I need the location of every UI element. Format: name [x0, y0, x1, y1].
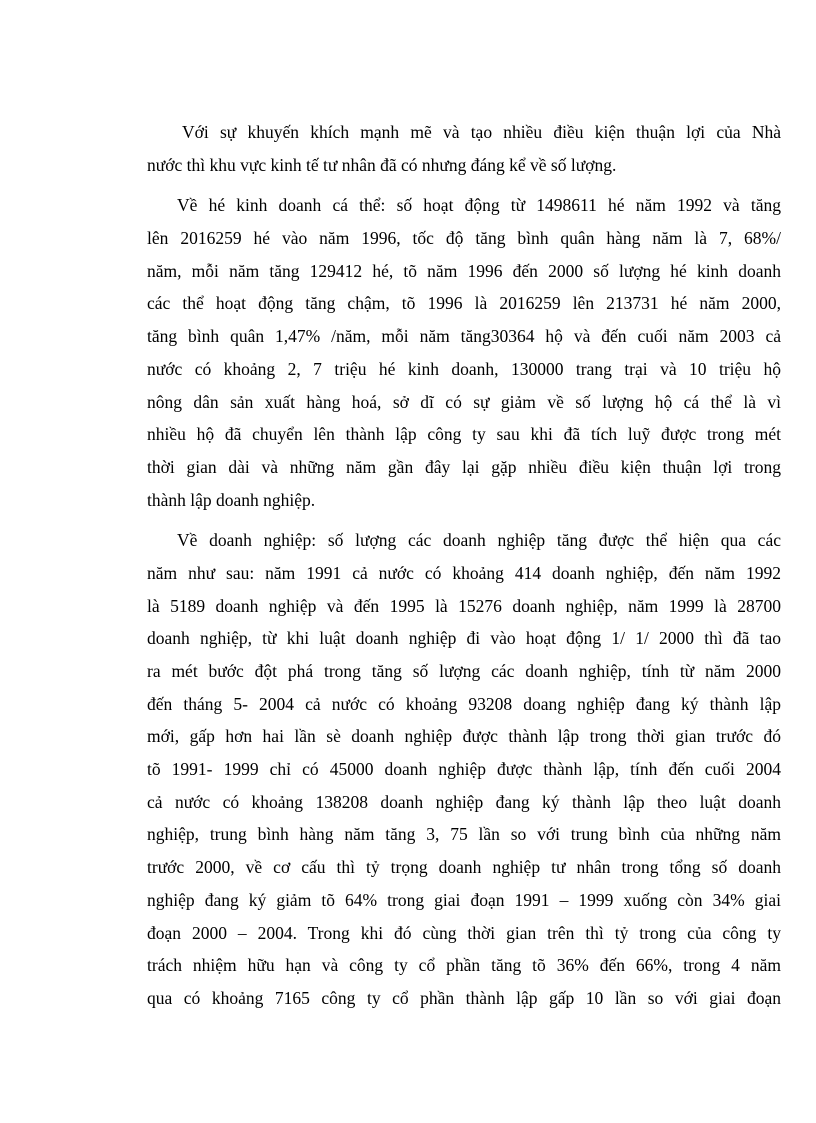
paragraph-household-business: [147, 189, 781, 516]
paragraph-enterprises: [147, 524, 781, 1014]
text-line: doanh nghiệp, từ khi luật doanh nghiệp đi vào hoạt động 1/ 1/ 2000 thì đã tao: [147, 628, 781, 649]
text-line: trách nhiệm hữu hạn và công ty cổ phần tăng tõ 36% đến 66%, trong 4 năm: [147, 955, 781, 976]
text-line: Về doanh nghiệp: số lượng các doanh nghiệp tăng được thể hiện qua các: [177, 530, 781, 551]
text-line: nhiều hộ đã chuyển lên thành lập công ty sau khi đã tích luỹ được trong mét: [147, 424, 781, 445]
text-line: mới, gấp hơn hai lần sè doanh nghiệp được thành lập trong thời gian trước đó: [147, 726, 781, 747]
text-line: nước có khoảng 2, 7 triệu hé kinh doanh, 130000 trang trại và 10 triệu hộ: [147, 358, 781, 379]
text-line: năm như sau: năm 1991 cả nước có khoảng 414 doanh nghiệp, đến năm 1992: [147, 562, 781, 583]
text-line: cả nước có khoảng 138208 doanh nghiệp đang ký thành lập theo luật doanh: [147, 791, 781, 812]
text-line: tõ 1991- 1999 chỉ có 45000 doanh nghiệp được thành lập, tính đến cuối 2004: [147, 759, 781, 780]
text-line: nghiệp đang ký giảm tõ 64% trong giai đoạn 1991 – 1999 xuống còn 34% giai: [147, 889, 781, 910]
text-line: thành lập doanh nghiệp.: [147, 489, 316, 510]
text-line: nông dân sản xuất hàng hoá, sở dĩ có sự giảm về số lượng hộ cá thể là vì: [147, 391, 781, 412]
text-line: là 5189 doanh nghiệp và đến 1995 là 15276 doanh nghiệp, năm 1999 là 28700: [147, 595, 781, 616]
text-line: qua có khoảng 7165 công ty cổ phần thành lập gấp 10 lần so với giai đoạn: [147, 987, 781, 1008]
text-line: đến tháng 5- 2004 cả nước có khoảng 93208 doang nghiệp đang ký thành lập: [147, 693, 781, 714]
text-line: Về hé kinh doanh cá thể: số hoạt động từ 1498611 hé năm 1992 và tăng: [177, 195, 781, 216]
paragraph-intro: [147, 116, 781, 181]
text-line: đoạn 2000 – 2004. Trong khi đó cùng thời gian trên thì tỷ trong của công ty: [147, 922, 781, 943]
text-line: tăng bình quân 1,47% /năm, mỗi năm tăng30364 hộ và đến cuối năm 2003 cả: [147, 326, 781, 347]
text-line: nghiệp, trung bình hàng năm tăng 3, 75 lần so với trung bình của những năm: [147, 824, 781, 845]
text-line: năm, mỗi năm tăng 129412 hé, tõ năm 1996 đến 2000 số lượng hé kinh doanh: [147, 260, 781, 281]
document-page: [147, 116, 781, 1023]
text-line: lên 2016259 hé vào năm 1996, tốc độ tăng bình quân hàng năm là 7, 68%/: [147, 228, 781, 249]
text-line: nước thì khu vực kinh tế tư nhân đã có nhưng đáng kể về số lượng.: [147, 154, 617, 175]
text-line: Với sự khuyến khích mạnh mẽ và tạo nhiều điều kiện thuận lợi của Nhà: [182, 122, 781, 142]
text-line: thời gian dài và những năm gần đây lại gặp nhiều điều kiện thuận lợi trong: [147, 456, 781, 477]
text-line: trước 2000, về cơ cấu thì tỷ trọng doanh nghiệp tư nhân trong tổng số doanh: [147, 857, 781, 878]
text-line: ra mét bước đột phá trong tăng số lượng các doanh nghiệp, tính từ năm 2000: [147, 661, 781, 681]
text-line: các thể hoạt động tăng chậm, tõ 1996 là 2016259 lên 213731 hé năm 2000,: [147, 293, 781, 314]
